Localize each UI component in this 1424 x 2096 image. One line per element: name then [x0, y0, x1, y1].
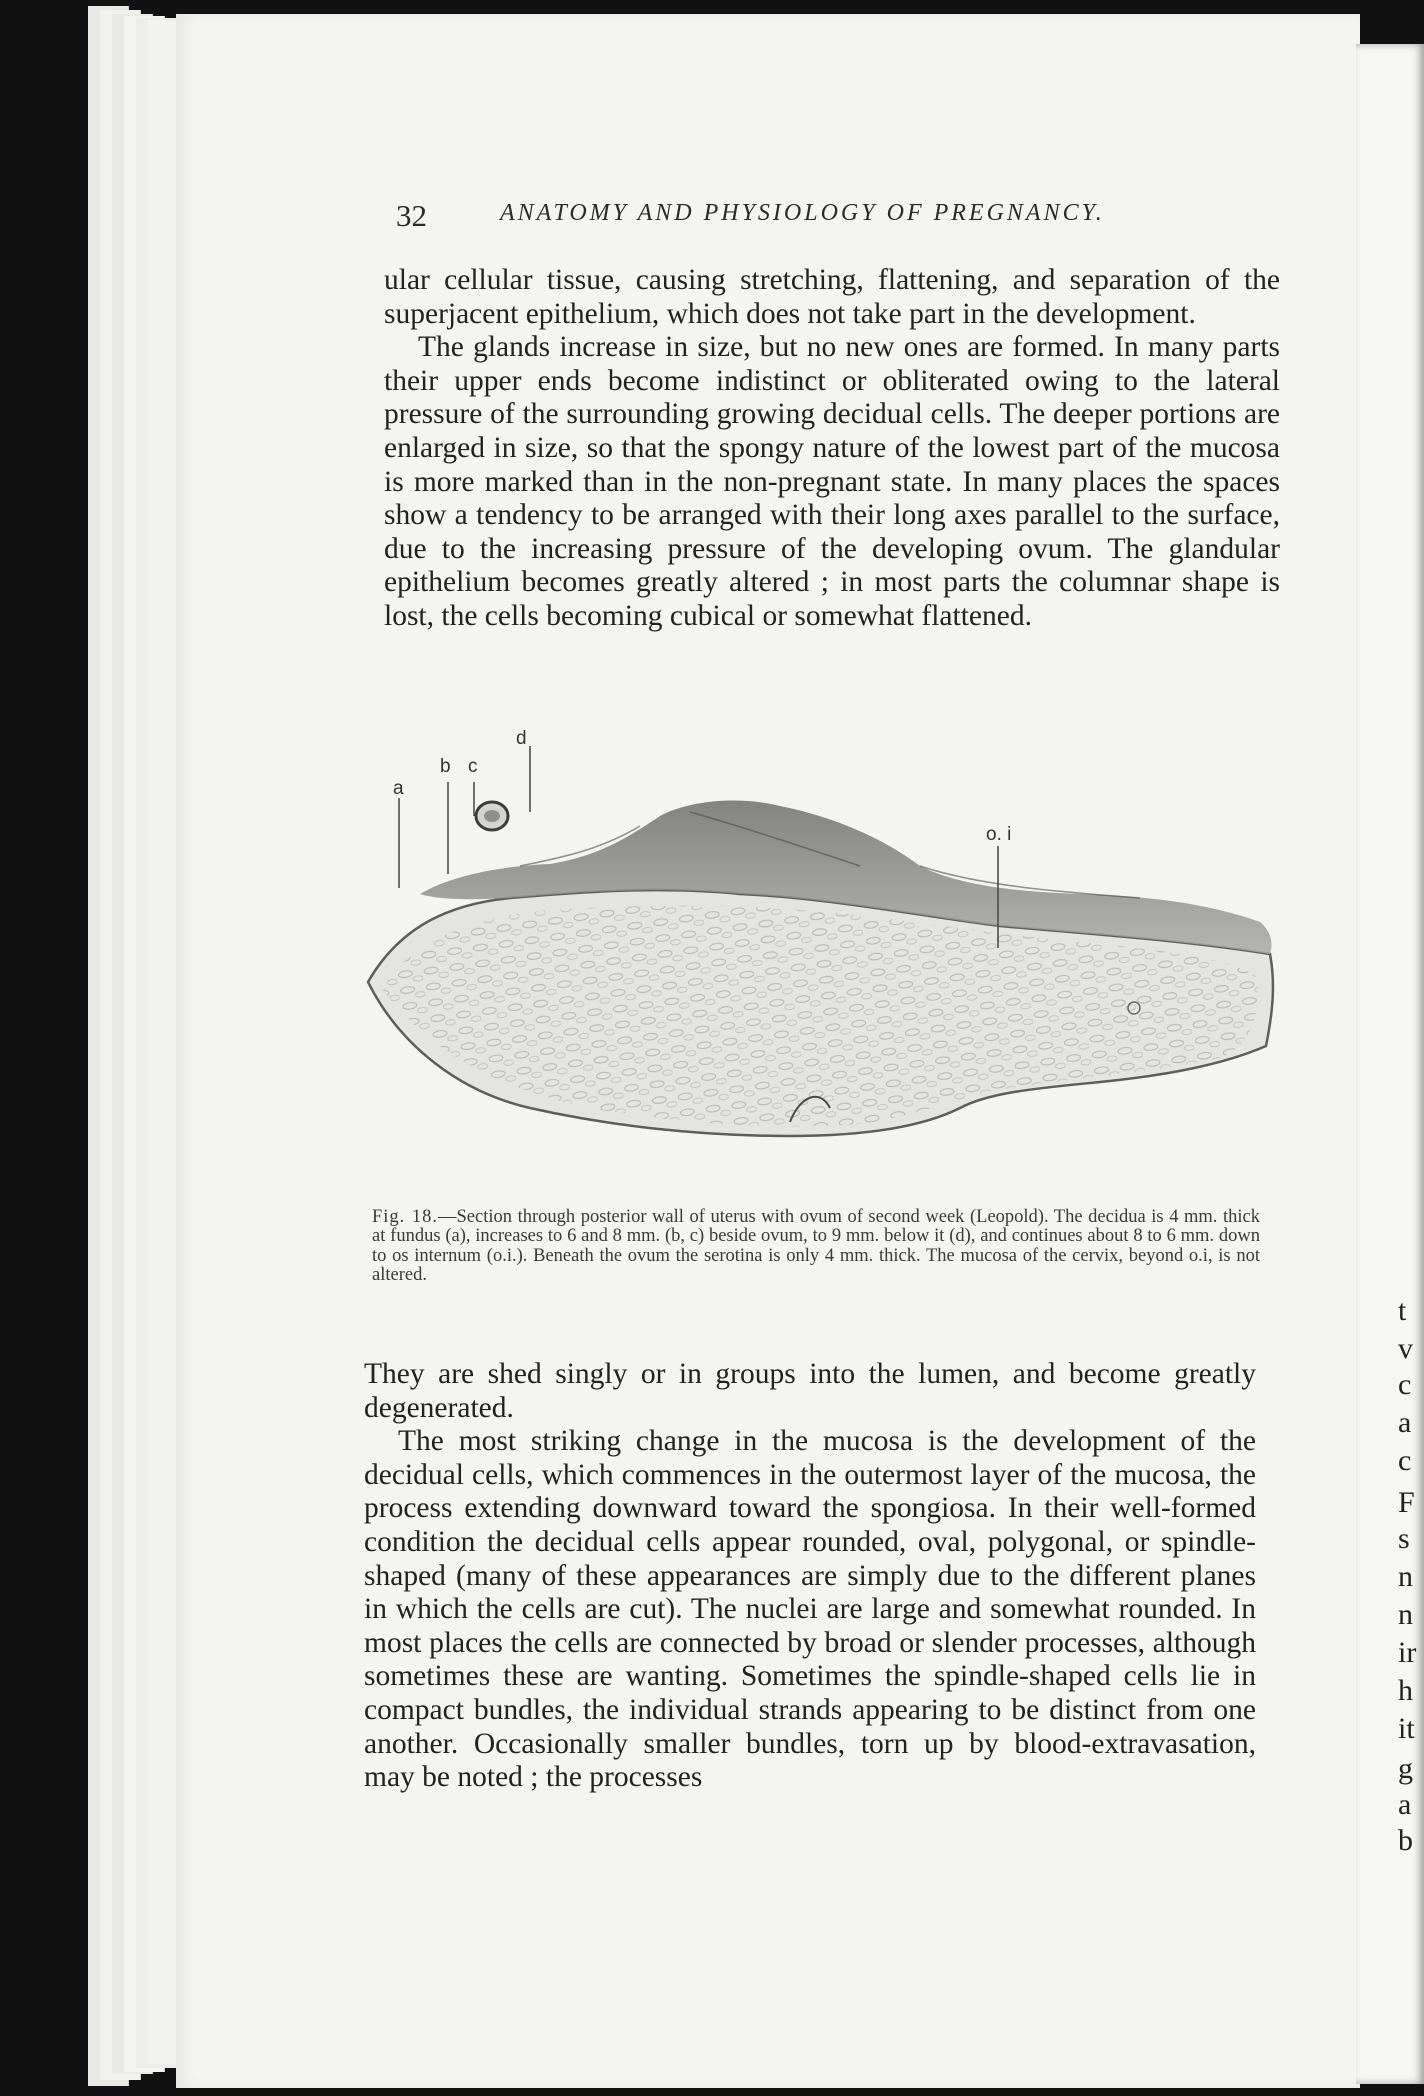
facing-page-fragment: c: [1398, 1444, 1412, 1477]
figure-label-c: c: [468, 756, 478, 777]
page-number: 32: [396, 198, 427, 233]
facing-page-fragment: s: [1398, 1522, 1410, 1555]
figure-label-a: a: [393, 778, 404, 799]
facing-page-fragment: v: [1398, 1332, 1413, 1365]
paragraph: The most striking change in the mucosa is the development of the decidual cells, which commences in the outermost layer of the mucosa, the process extending downward toward the spongiosa. In their well-formed condition the decidual cells appear rounded, oval, polygonal, or spindle-shaped (many of these appearances are simply due to the different planes in which the cells are cut). The nuclei are large and somewhat rounded. In most places the cells are connected by broad or slender processes, although sometimes these are wanting. Sometimes the spindle-shaped cells lie in compact bundles, the individual strands appearing to be distinct from one another. Occasionally smaller bundles, torn up by blood-extravasation, may be noted ; the processes: [364, 1425, 1256, 1794]
facing-page-fragment: n: [1398, 1598, 1413, 1631]
facing-page-fragment: g: [1398, 1752, 1413, 1785]
paragraph: They are shed singly or in groups into the lumen, and become greatly degenerated.: [364, 1358, 1256, 1424]
facing-page-fragment: b: [1398, 1824, 1413, 1857]
facing-page-fragment: ir: [1398, 1636, 1417, 1669]
paragraph: ular cellular tissue, causing stretching, flattening, and separation of the superjacent epithelium, which does not take part in the development.: [384, 264, 1280, 330]
figure-caption: [372, 1208, 1260, 1286]
running-header: [396, 198, 1196, 238]
figure-label-b: b: [440, 756, 451, 777]
facing-page-fragment: c: [1398, 1368, 1412, 1401]
uterus-section-illustration: [360, 716, 1280, 1216]
text-block-bottom: [364, 1358, 1256, 1795]
facing-page-fragment: t: [1398, 1294, 1407, 1327]
figure-18: [360, 716, 1280, 1216]
figure-label-d: d: [516, 728, 527, 749]
facing-page-fragment: it: [1398, 1712, 1415, 1745]
running-title: ANATOMY AND PHYSIOLOGY OF PREGNANCY.: [500, 200, 1105, 226]
facing-page-fragment: a: [1398, 1406, 1412, 1439]
facing-page-fragment: n: [1398, 1560, 1413, 1593]
caption-text: —Section through posterior wall of uterus with ovum of second week (Leopold). The decidua is 4 mm. thick at fundus (a), increases to 6 and 8 mm. (b, c) beside ovum, to 9 mm. below it (d), and continues about 8 to 6 mm. down to os internum (o.i.). Beneath the ovum the serotina is only 4 mm. thick. The mucosa of the cervix, beyond o.i, is not altered.: [372, 1207, 1260, 1286]
facing-page-strip: [1356, 44, 1424, 2084]
facing-page-fragment: F: [1398, 1486, 1415, 1519]
text-block-top: [384, 264, 1280, 634]
facing-page-fragment: a: [1398, 1788, 1412, 1821]
caption-lead: Fig. 18.: [372, 1207, 439, 1227]
figure-label-oi: o. i: [986, 824, 1012, 845]
facing-page-fragment: h: [1398, 1674, 1413, 1707]
paragraph: The glands increase in size, but no new ones are formed. In many parts their upper ends become indistinct or obliterated owing to the lateral pressure of the surrounding growing decidual cells. The deeper portions are enlarged in size, so that the spongy nature of the lowest part of the mucosa is more marked than in the non-pregnant state. In many places the spaces show a tendency to be arranged with their long axes parallel to the surface, due to the increasing pressure of the developing ovum. The glandular epithelium becomes greatly altered ; in most parts the columnar shape is lost, the cells becoming cubical or somewhat flattened.: [384, 331, 1280, 632]
